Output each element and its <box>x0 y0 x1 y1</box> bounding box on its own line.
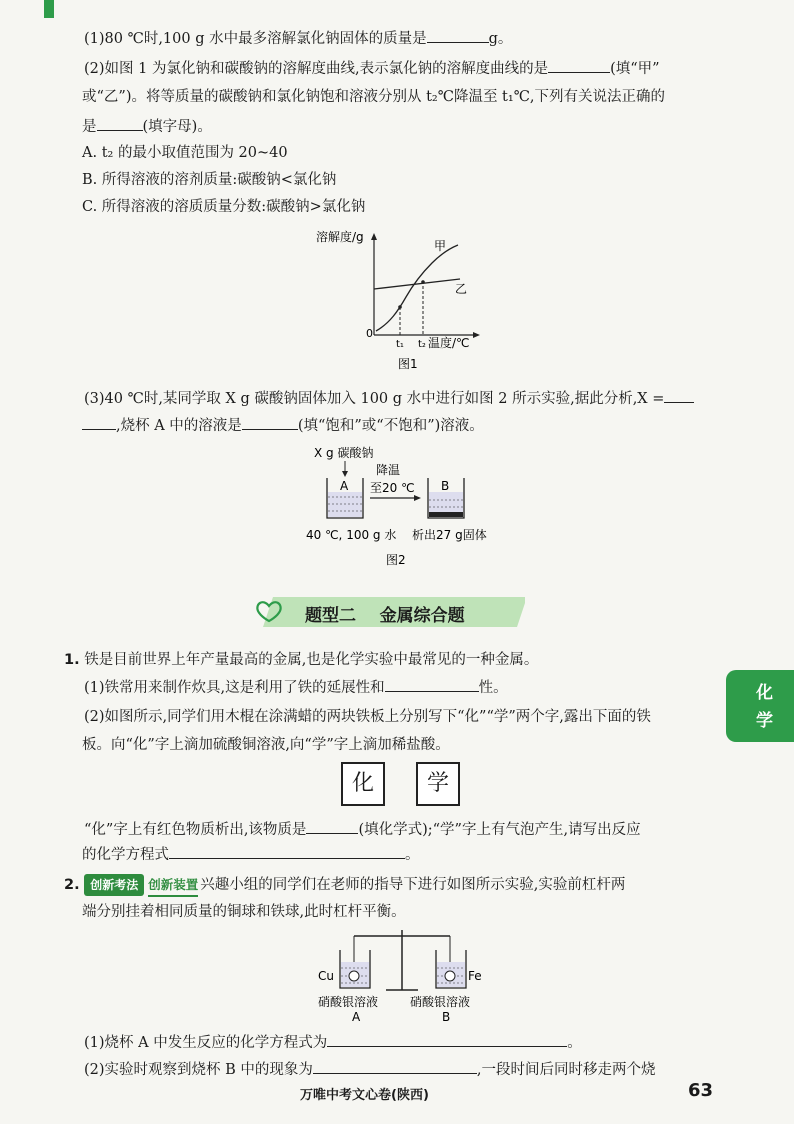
question-line <box>84 1032 582 1053</box>
fe-label: Fe <box>468 969 482 983</box>
option-b: B. 所得溶液的溶剂质量:碳酸钠<氯化钠 <box>82 172 337 188</box>
question-line <box>84 58 660 79</box>
device-tag: 创新装置 <box>148 875 198 897</box>
answer-blank[interactable] <box>82 415 116 430</box>
beaker-b-label: B <box>441 479 450 493</box>
question-line <box>84 28 512 49</box>
text: 是 <box>82 119 97 135</box>
text: (填字母)。 <box>142 119 212 135</box>
figure-caption: 图2 <box>386 553 406 567</box>
beaker-a-label: A <box>352 1010 361 1023</box>
text: (1)80 ℃时,100 g 水中最多溶解氯化钠固体的质量是 <box>84 31 427 47</box>
question-line: (2)如图所示,同学们用木棍在涂满蜡的两块铁板上分别写下“化”“学”两个字,露出下面的铁 <box>84 709 651 725</box>
answer-blank[interactable] <box>313 1059 477 1074</box>
question-number: 2. <box>64 877 80 893</box>
y-axis-arrow <box>371 233 377 240</box>
beaker-a-label: A <box>340 479 349 493</box>
subject-side-tab <box>726 670 794 742</box>
text: (填化学式);“学”字上有气泡产生,请写出反应 <box>358 822 641 838</box>
right-solution-label: 硝酸银溶液 <box>410 995 471 1009</box>
point <box>421 280 425 284</box>
text: “化”字上有红色物质析出,该物质是 <box>84 822 307 838</box>
solubility-curve-figure <box>310 225 490 375</box>
x-label: 温度/℃ <box>428 336 470 350</box>
process-arrowhead <box>414 495 421 501</box>
question-number: 1. <box>64 652 80 668</box>
option-a: A. t₂ 的最小取值范围为 20~40 <box>82 145 288 161</box>
answer-blank[interactable] <box>427 28 489 43</box>
reagent-label: X g 碳酸钠 <box>314 446 374 460</box>
footer-brand: 万唯中考文心卷(陕西) <box>300 1088 429 1103</box>
arrow-bottom-label: 至20 ℃ <box>370 481 415 495</box>
curve-jia-label: 甲 <box>434 239 447 253</box>
point <box>398 305 402 309</box>
curve-yi-label: 乙 <box>455 282 468 296</box>
option-c: C. 所得溶液的溶质质量分数:碳酸钠>氯化钠 <box>82 199 366 215</box>
x-axis-arrow <box>473 332 480 338</box>
precipitate <box>429 512 463 517</box>
question-line <box>82 844 420 865</box>
copper-ball <box>349 971 359 981</box>
innovation-tag: 创新考法 <box>84 874 144 896</box>
answer-blank[interactable] <box>169 844 405 859</box>
text: 兴趣小组的同学们在老师的指导下进行如图所示实验,实验前杠杆两 <box>200 877 626 893</box>
text: 的化学方程式 <box>82 847 169 863</box>
answer-blank[interactable] <box>97 116 143 131</box>
add-arrowhead <box>342 471 348 477</box>
condition-label: 40 ℃, 100 g 水 <box>306 528 397 542</box>
question-line: 板。向“化”字上滴加硫酸铜溶液,向“学”字上滴加稀盐酸。 <box>82 737 450 753</box>
text: g。 <box>488 31 513 47</box>
question-line <box>84 1059 656 1080</box>
cu-label: Cu <box>318 969 334 983</box>
answer-blank[interactable] <box>242 415 298 430</box>
t2-label: t₂ <box>418 339 426 350</box>
text: (2)如图 1 为氯化钠和碳酸钠的溶解度曲线,表示氯化钠的溶解度曲线的是 <box>84 61 549 77</box>
text: (1)烧杯 A 中发生反应的化学方程式为 <box>84 1035 328 1051</box>
question-line <box>84 819 641 840</box>
text: (1)铁常用来制作炊具,这是利用了铁的延展性和 <box>84 680 385 696</box>
answer-blank[interactable] <box>327 1032 567 1047</box>
beaker-b-label: B <box>442 1010 451 1023</box>
section-title: 题型二 金属综合题 <box>305 606 465 626</box>
text: (填“甲” <box>610 61 660 77</box>
arrow-top-label: 降温 <box>376 463 401 477</box>
question-line <box>84 677 508 698</box>
char-box-hua: 化 <box>341 762 385 806</box>
curve-jia <box>376 245 458 331</box>
answer-blank[interactable] <box>385 677 479 692</box>
question-line <box>84 388 694 409</box>
page-number: 63 <box>688 1080 714 1101</box>
answer-blank[interactable] <box>306 819 358 834</box>
question-line <box>82 116 212 137</box>
text: ,一段时间后同时移走两个烧 <box>476 1062 656 1078</box>
question-line <box>82 415 484 436</box>
char-box-xue: 学 <box>416 762 460 806</box>
origin-label: 0 <box>366 327 373 340</box>
text: 铁是目前世界上年产量最高的金属,也是化学实验中最常见的一种金属。 <box>84 652 539 668</box>
beaker-a-liquid <box>328 492 362 517</box>
question-line: 端分别挂着相同质量的铜球和铁球,此时杠杆平衡。 <box>82 904 406 920</box>
iron-ball <box>445 971 455 981</box>
text: 。 <box>567 1035 582 1051</box>
text: (填“饱和”或“不饱和”)溶液。 <box>297 418 484 434</box>
result-label: 析出27 g固体 <box>412 528 487 542</box>
lever-experiment-figure <box>316 928 496 1023</box>
answer-blank[interactable] <box>664 388 694 403</box>
side-tab-char: 化 <box>756 683 773 703</box>
text: 性。 <box>478 680 508 696</box>
y-label: 溶解度/g <box>316 230 364 244</box>
question-line <box>64 874 625 897</box>
text: 。 <box>405 847 420 863</box>
side-tab-char: 学 <box>756 711 773 731</box>
figure-caption: 图1 <box>398 357 418 371</box>
text: (3)40 ℃时,某同学取 X g 碳酸钠固体加入 100 g 水中进行如图 2 所示实验,据此分析,X = <box>84 391 665 407</box>
experiment-figure-2 <box>300 440 510 575</box>
text: ,烧杯 A 中的溶液是 <box>116 418 242 434</box>
question-line <box>64 650 538 670</box>
question-line: 或“乙”)。将等质量的碳酸钠和氯化钠饱和溶液分别从 t₂℃降温至 t₁℃,下列有关说法正确的 <box>82 89 666 105</box>
t1-label: t₁ <box>396 339 404 350</box>
top-edge-marker <box>44 0 54 18</box>
left-solution-label: 硝酸银溶液 <box>318 995 379 1009</box>
text: (2)实验时观察到烧杯 B 中的现象为 <box>84 1062 313 1078</box>
answer-blank[interactable] <box>548 58 610 73</box>
